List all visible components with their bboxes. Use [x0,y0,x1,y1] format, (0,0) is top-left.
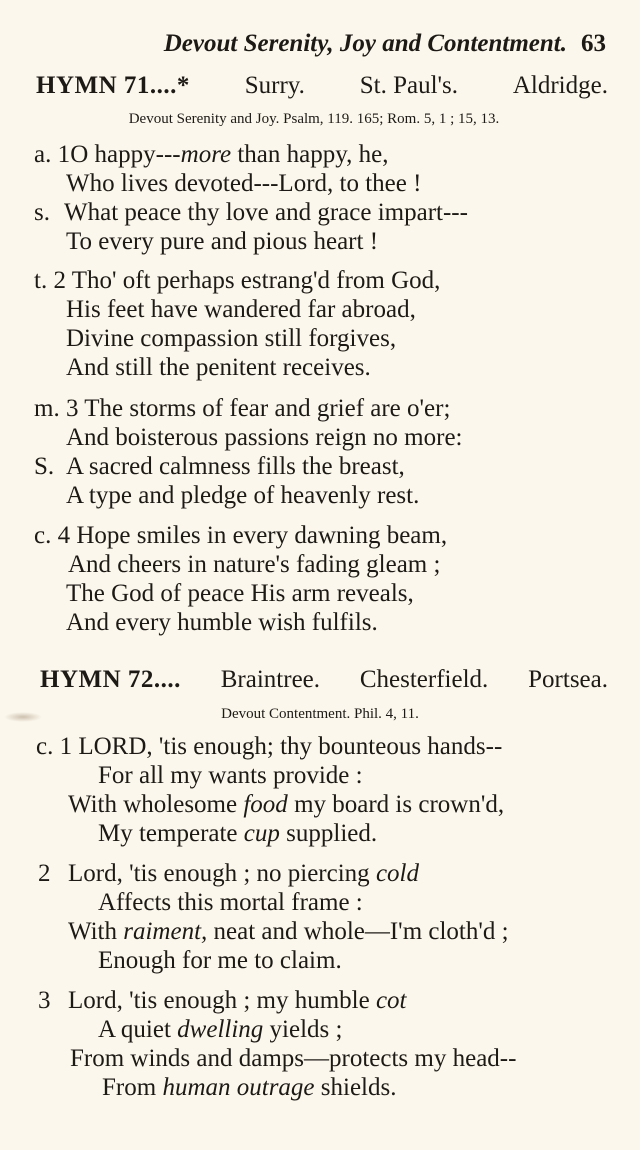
hymn-72-tune-2: Chesterfield. [359,666,489,693]
verse-line: From winds and damps—protects my head-- [70,1045,517,1072]
verse-line: His feet have wandered far abroad, [66,296,416,323]
verse-line: To every pure and pious heart ! [66,228,379,255]
hymn-72-tune-3: Portsea. [528,666,608,693]
italic-text: more [180,141,232,168]
italic-text: cup [243,820,280,847]
italic-text: human outrage [162,1074,315,1101]
verse-line [98,1015,342,1044]
hymn-72-title [40,666,608,694]
hymn-71-subtitle: Devout Serenity and Joy. Psalm, 119. 165; Rom. 5, 1 ; 15, 13. [128,111,500,127]
line-text: neat and whole—I'm cloth'd ; [207,918,509,945]
line-text: Lord, 'tis enough ; no piercing [68,860,376,887]
verse-line: And every humble wish fulfils. [66,609,378,636]
verse-mark: s. [34,199,50,226]
verse-mark: m. 3 [34,395,79,422]
hymn-71-tune-1: Surry. [244,72,305,99]
verse-line [34,266,440,295]
hymn-72-subtitle: Devout Contentment. Phil. 4, 11. [221,706,419,722]
verse-line [102,1073,396,1102]
verse-line [34,198,468,227]
line-text: O happy--- [70,141,181,168]
verse-line: A type and pledge of heavenly rest. [66,482,420,509]
line-text: Lord, 'tis enough ; my humble [68,987,376,1014]
verse-mark: 3 [38,987,51,1014]
line-text: From [102,1074,163,1101]
verse-line: Enough for me to claim. [98,947,342,974]
hymn-71-tune-2: St. Paul's. [359,72,459,99]
line-text: supplied. [279,820,378,847]
verse-line [34,452,405,481]
verse-line [36,732,502,761]
line-text: my board is crown'd, [287,791,505,818]
verse-mark: a. 1 [34,141,71,168]
verse-line: And boisterous passions reign no more: [66,424,463,451]
line-text: shields. [314,1074,397,1101]
verse-line: And cheers in nature's fading gleam ; [68,551,441,578]
verse-line [68,917,509,946]
line-text: A quiet [98,1016,178,1043]
line-text: Hope smiles in every dawning beam, [76,522,448,549]
verse-line [34,140,388,169]
italic-text: food [243,791,288,818]
italic-text: dwelling [177,1016,264,1043]
verse-line [34,394,450,423]
verse-mark: c. 4 [34,522,71,549]
line-text: LORD, 'tis enough; thy bounteous hands-- [78,733,503,760]
line-text: What peace thy love and grace impart--- [64,199,468,226]
italic-text: raiment, [123,918,208,945]
italic-text: cot [375,987,407,1014]
verse-mark: 2 [38,860,51,887]
hymn-72-tune-1: Braintree. [220,666,321,693]
line-text: With wholesome [68,791,244,818]
verse-line [68,790,504,819]
verse-line [38,859,419,888]
verse-mark: S. [34,453,55,480]
running-head [0,30,606,58]
verse-line: The God of peace His arm reveals, [66,580,414,607]
line-text: than happy, he, [231,141,389,168]
verse-mark: c. 1 [36,733,73,760]
verse-line: Divine compassion still forgives, [66,325,397,352]
verse-line: And still the penitent receives. [66,354,371,381]
verse-line [34,521,447,550]
line-text: yields ; [263,1016,343,1043]
hymn-71-number: HYMN 71....* [36,72,190,99]
line-text: My temperate [98,820,244,847]
verse-line [38,986,407,1015]
hymn-72-number: HYMN 72.... [40,666,181,693]
verse-mark: t. 2 [34,267,66,294]
line-text: A sacred calmness fills the breast, [66,453,405,480]
verse-line: For all my wants provide : [98,762,363,789]
verse-line: Affects this mortal frame : [98,889,363,916]
verse-line [98,819,377,848]
line-text: The storms of fear and grief are o'er; [84,395,451,422]
italic-text: cold [375,860,419,887]
page-number: 63 [581,30,606,57]
line-text: Tho' oft perhaps estrang'd from God, [71,267,441,294]
hymn-71-tune-3: Aldridge. [512,72,608,99]
running-head-title: Devout Serenity, Joy and Contentment. [163,30,567,57]
verse-line: Who lives devoted---Lord, to thee ! [66,170,422,197]
line-text: With [68,918,124,945]
hymn-71-title [36,72,608,100]
